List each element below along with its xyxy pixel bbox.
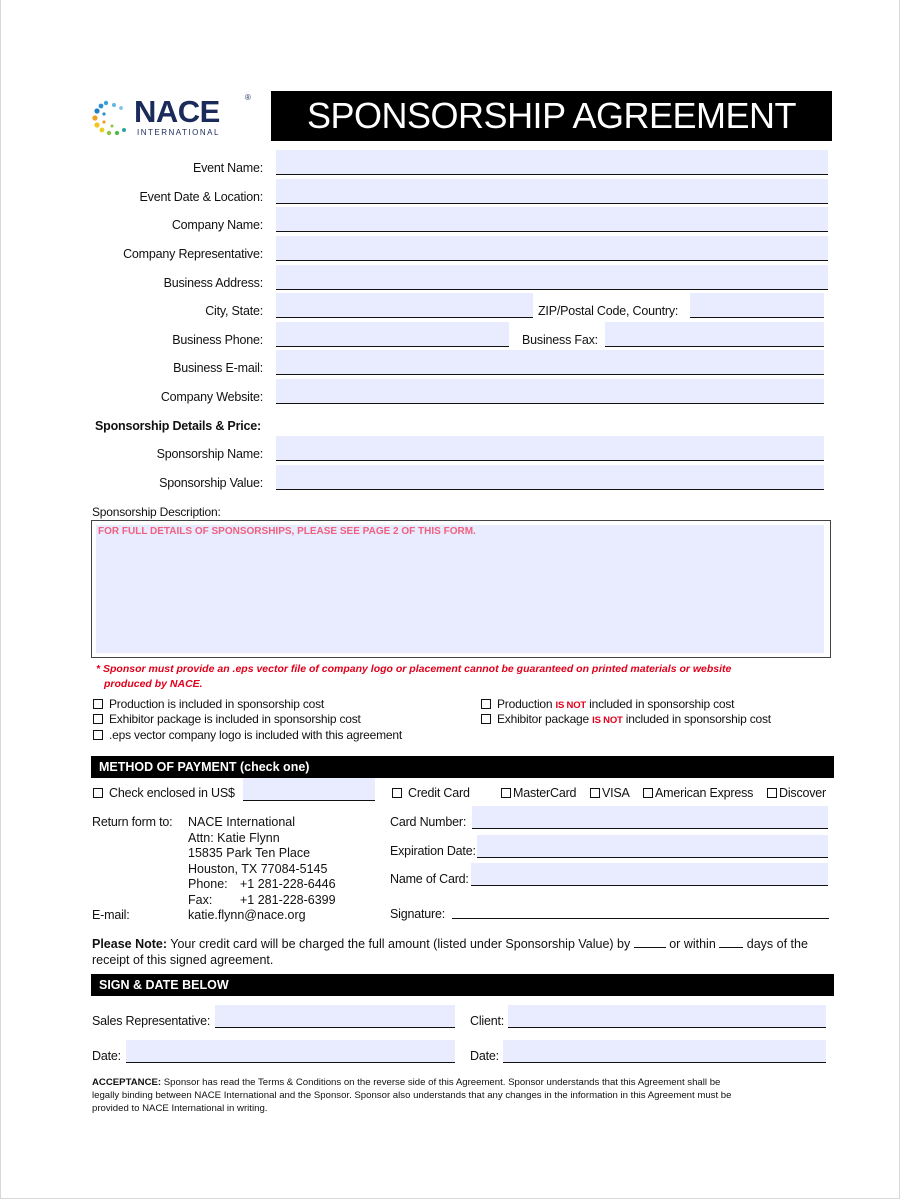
- email-value: katie.flynn@nace.org: [188, 908, 306, 922]
- signature-line[interactable]: [452, 918, 829, 919]
- checkbox[interactable]: [481, 714, 491, 724]
- business-phone-field[interactable]: [276, 322, 509, 347]
- city-state-field[interactable]: [276, 293, 533, 318]
- sponsorship-name-field[interactable]: [276, 436, 824, 461]
- acceptance-bold: ACCEPTANCE:: [92, 1077, 162, 1088]
- discover-option[interactable]: Discover: [767, 786, 826, 800]
- company-name-label: Company Name:: [171, 218, 263, 232]
- logo-notice-line2: produced by NACE.: [104, 678, 203, 690]
- company-website-field[interactable]: [276, 379, 824, 404]
- logo-subtitle: INTERNATIONAL: [137, 128, 220, 137]
- checkbox[interactable]: [93, 714, 103, 724]
- nace-logo-mark-icon: [92, 97, 138, 139]
- fax-value: +1 281-228-6399: [240, 892, 336, 907]
- business-phone-label: Business Phone:: [172, 333, 263, 347]
- address-org: NACE International: [188, 815, 296, 829]
- company-name-field[interactable]: [276, 207, 828, 232]
- checkbox[interactable]: [501, 788, 511, 798]
- signature-label: Signature:: [390, 907, 445, 921]
- logo-registered: ®: [245, 93, 251, 102]
- zip-country-field[interactable]: [690, 293, 824, 318]
- address-city: Houston, TX 77084-5145: [188, 861, 328, 876]
- checkbox[interactable]: [590, 788, 600, 798]
- business-address-field[interactable]: [276, 265, 828, 290]
- phone-value: +1 281-228-6446: [240, 877, 336, 891]
- checkbox[interactable]: [392, 788, 402, 798]
- address-attn: Attn: Katie Flynn: [188, 830, 280, 845]
- sponsorship-value-field[interactable]: [276, 465, 824, 490]
- business-email-field[interactable]: [276, 350, 824, 375]
- checkbox[interactable]: [481, 699, 491, 709]
- sponsorship-description-box[interactable]: [91, 520, 831, 658]
- return-address: [188, 815, 336, 924]
- client-field[interactable]: [508, 1005, 826, 1028]
- zip-country-label: ZIP/Postal Code, Country:: [538, 304, 679, 318]
- date-right-field[interactable]: [503, 1040, 826, 1063]
- note-days-within-blank[interactable]: [719, 947, 743, 948]
- credit-card-option[interactable]: Credit Card: [392, 786, 470, 800]
- expiration-label: Expiration Date:: [390, 844, 476, 858]
- company-rep-field[interactable]: [276, 236, 828, 261]
- mastercard-option[interactable]: MasterCard: [501, 786, 576, 800]
- client-label: Client:: [470, 1014, 505, 1028]
- business-email-label: Business E-mail:: [173, 361, 263, 375]
- event-date-location-label: Event Date & Location:: [139, 190, 263, 204]
- logo-name: NACE: [134, 94, 220, 129]
- address-fax-row: [188, 893, 336, 909]
- note-days-by-blank[interactable]: [634, 947, 666, 948]
- date-left-field[interactable]: [126, 1040, 455, 1063]
- address-street: 15835 Park Ten Place: [188, 846, 311, 860]
- payment-heading-bar: [91, 756, 834, 778]
- event-date-location-field[interactable]: [276, 179, 828, 204]
- sign-heading: SIGN & DATE BELOW: [99, 978, 229, 992]
- description-note: FOR FULL DETAILS OF SPONSORSHIPS, PLEASE SEE PAGE 2 OF THIS FORM.: [98, 526, 476, 537]
- event-name-label: Event Name:: [192, 161, 263, 175]
- company-rep-label: Company Representative:: [123, 247, 263, 261]
- check-eps-included[interactable]: .eps vector company logo is included with this agreement: [93, 728, 402, 742]
- company-website-label: Company Website:: [160, 390, 263, 404]
- title-bar: [271, 91, 832, 141]
- checkbox[interactable]: [643, 788, 653, 798]
- sales-rep-field[interactable]: [215, 1005, 455, 1028]
- visa-option[interactable]: VISA: [590, 786, 630, 800]
- check-enclosed-option[interactable]: Check enclosed in US$: [93, 786, 235, 800]
- return-form-label: Return form to:: [92, 815, 173, 829]
- business-fax-field[interactable]: [605, 322, 824, 347]
- page-title: SPONSORSHIP AGREEMENT: [307, 95, 796, 136]
- logo-notice-line1: * Sponsor must provide an .eps vector file of company logo or placement cannot be guaranteed on printed materials or website: [96, 663, 732, 675]
- email-label: E-mail:: [92, 908, 130, 922]
- fax-label: Fax:: [188, 892, 213, 907]
- sponsorship-value-label: Sponsorship Value:: [159, 476, 263, 490]
- checkbox[interactable]: [93, 788, 103, 798]
- date-right-label: Date:: [470, 1049, 499, 1063]
- business-address-label: Business Address:: [163, 276, 263, 290]
- logo-notice: [96, 662, 731, 692]
- checkbox[interactable]: [93, 730, 103, 740]
- expiration-field[interactable]: [477, 835, 828, 858]
- check-production-not-included[interactable]: Production IS NOT included in sponsorship cost: [481, 697, 734, 711]
- card-number-field[interactable]: [472, 806, 828, 829]
- sales-rep-label: Sales Representative:: [92, 1014, 211, 1028]
- check-production-included[interactable]: Production is included in sponsorship cost: [93, 697, 324, 711]
- check-exhibitor-not-included[interactable]: Exhibitor package IS NOT included in sponsorship cost: [481, 712, 771, 726]
- nace-logo: [92, 95, 262, 140]
- acceptance-text: ACCEPTANCE: Sponsor has read the Terms & Conditions on the reverse side of this Agreement. Sponsor understands that this Agreement shall be legally binding between NACE International and the Sponsor. Sponsor also understands that any changes in the information in this Agreement must be provided to NACE International in writing.: [92, 1077, 732, 1114]
- city-state-label: City, State:: [205, 304, 263, 318]
- payment-note: Please Note: Your credit card will be charged the full amount (listed under Sponsorship Value) by or within days of the receipt of this signed agreement.: [92, 937, 808, 967]
- amex-option[interactable]: American Express: [643, 786, 753, 800]
- checkbox[interactable]: [93, 699, 103, 709]
- payment-heading: METHOD OF PAYMENT (check one): [99, 760, 310, 774]
- phone-label: Phone:: [188, 877, 228, 891]
- note-bold: Please Note:: [92, 937, 168, 951]
- check-exhibitor-included[interactable]: Exhibitor package is included in sponsorship cost: [93, 712, 361, 726]
- description-fill: [96, 525, 824, 653]
- sign-heading-bar: [91, 974, 834, 996]
- check-amount-field[interactable]: [243, 778, 375, 801]
- name-on-card-label: Name of Card:: [390, 872, 469, 886]
- card-number-label: Card Number:: [390, 815, 467, 829]
- sponsorship-description-label: Sponsorship Description:: [92, 505, 221, 519]
- address-phone-row: [188, 877, 336, 893]
- checkbox[interactable]: [767, 788, 777, 798]
- event-name-field[interactable]: [276, 150, 828, 175]
- date-left-label: Date:: [92, 1049, 121, 1063]
- sponsorship-name-label: Sponsorship Name:: [156, 447, 263, 461]
- name-on-card-field[interactable]: [471, 863, 828, 886]
- sponsorship-heading: Sponsorship Details & Price:: [95, 419, 261, 433]
- business-fax-label: Business Fax:: [522, 333, 598, 347]
